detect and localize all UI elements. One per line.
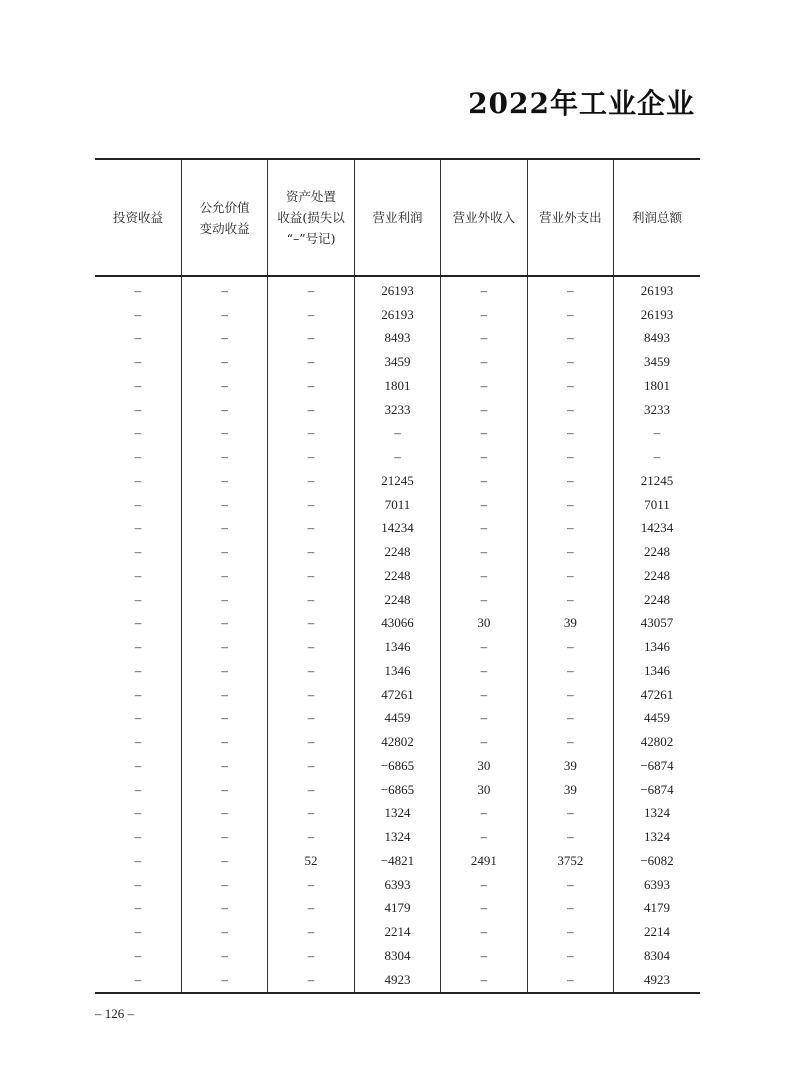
table-cell: – bbox=[134, 401, 142, 417]
table-cell: – bbox=[134, 354, 142, 370]
table-cell: – bbox=[268, 707, 354, 731]
table-cell: – bbox=[181, 707, 267, 731]
table-cell: – bbox=[181, 612, 267, 636]
table-cell: – bbox=[268, 398, 354, 422]
table-cell: – bbox=[527, 707, 613, 731]
table-cell: – bbox=[181, 778, 267, 802]
table-cell: – bbox=[441, 422, 527, 446]
table-cell: 6393 bbox=[614, 873, 700, 897]
table-cell: – bbox=[134, 639, 142, 655]
table-header bbox=[95, 159, 700, 276]
table-cell: – bbox=[181, 276, 267, 303]
table-row bbox=[95, 635, 700, 659]
table-cell: −6082 bbox=[614, 849, 700, 873]
table-cell: – bbox=[181, 588, 267, 612]
table-cell: – bbox=[527, 897, 613, 921]
table-cell: – bbox=[134, 520, 142, 536]
table-cell: 6393 bbox=[354, 873, 440, 897]
table-cell: – bbox=[354, 422, 440, 446]
table-cell: 2491 bbox=[441, 849, 527, 873]
page-title: 2022年工业企业 bbox=[468, 87, 695, 120]
table-cell: 42802 bbox=[354, 730, 440, 754]
table-cell: – bbox=[268, 276, 354, 303]
table-cell: 8493 bbox=[614, 327, 700, 351]
table-row bbox=[95, 778, 700, 802]
table-row bbox=[95, 588, 700, 612]
table-cell: – bbox=[134, 591, 142, 607]
table-cell: – bbox=[527, 540, 613, 564]
table-cell: – bbox=[134, 330, 142, 346]
table-cell: – bbox=[441, 873, 527, 897]
table-cell: 2214 bbox=[614, 920, 700, 944]
table-cell: – bbox=[181, 968, 267, 993]
table-cell: – bbox=[134, 924, 142, 940]
table-cell: 26193 bbox=[614, 276, 700, 303]
table-row bbox=[95, 303, 700, 327]
table-row bbox=[95, 493, 700, 517]
table-cell: – bbox=[441, 303, 527, 327]
table-cell: 52 bbox=[268, 849, 354, 873]
table-cell: – bbox=[441, 445, 527, 469]
table-cell: 7011 bbox=[354, 493, 440, 517]
table-cell: – bbox=[441, 944, 527, 968]
table-cell: – bbox=[614, 445, 700, 469]
column-header: 公允价值 变动收益 bbox=[181, 159, 267, 276]
table-row bbox=[95, 398, 700, 422]
table-cell: – bbox=[268, 920, 354, 944]
table-cell: – bbox=[441, 707, 527, 731]
table-cell: – bbox=[441, 350, 527, 374]
table-cell: 26193 bbox=[614, 303, 700, 327]
table-cell: – bbox=[268, 778, 354, 802]
table-cell: – bbox=[268, 517, 354, 541]
table-cell: – bbox=[134, 306, 142, 322]
table-cell: 21245 bbox=[614, 469, 700, 493]
table-cell: – bbox=[268, 612, 354, 636]
table-cell: −6874 bbox=[614, 778, 700, 802]
table-cell: 26193 bbox=[354, 303, 440, 327]
table-cell: – bbox=[181, 849, 267, 873]
table-cell: 2248 bbox=[614, 540, 700, 564]
table-cell: – bbox=[134, 876, 142, 892]
table-cell: – bbox=[527, 683, 613, 707]
table-cell: 2248 bbox=[614, 564, 700, 588]
table-cell: – bbox=[181, 825, 267, 849]
table-cell: 1324 bbox=[614, 802, 700, 826]
table-cell: – bbox=[441, 276, 527, 303]
table-cell: 4459 bbox=[614, 707, 700, 731]
table-cell: – bbox=[134, 947, 142, 963]
table-cell: – bbox=[527, 944, 613, 968]
table-row bbox=[95, 422, 700, 446]
table-cell: – bbox=[268, 374, 354, 398]
table-cell: – bbox=[527, 303, 613, 327]
table-cell: 39 bbox=[527, 754, 613, 778]
table-cell: 1346 bbox=[614, 635, 700, 659]
table-cell: – bbox=[268, 588, 354, 612]
table-row bbox=[95, 802, 700, 826]
table-cell: 3233 bbox=[614, 398, 700, 422]
table-cell: – bbox=[181, 564, 267, 588]
table-cell: – bbox=[134, 805, 142, 821]
table-cell: – bbox=[268, 422, 354, 446]
table-cell: – bbox=[268, 802, 354, 826]
table-cell: – bbox=[527, 802, 613, 826]
table-cell: 8493 bbox=[354, 327, 440, 351]
table-cell: 1801 bbox=[354, 374, 440, 398]
table-cell: – bbox=[441, 825, 527, 849]
table-cell: – bbox=[268, 635, 354, 659]
table-cell: – bbox=[181, 897, 267, 921]
table-row bbox=[95, 517, 700, 541]
table-row bbox=[95, 276, 700, 303]
table-cell: – bbox=[441, 493, 527, 517]
table-cell: – bbox=[268, 469, 354, 493]
column-header: 营业利润 bbox=[354, 159, 440, 276]
table-cell: – bbox=[134, 472, 142, 488]
table-cell: – bbox=[181, 493, 267, 517]
table-cell: 7011 bbox=[614, 493, 700, 517]
table-row bbox=[95, 374, 700, 398]
table-cell: 4923 bbox=[354, 968, 440, 993]
table-cell: – bbox=[134, 686, 142, 702]
table-cell: – bbox=[181, 659, 267, 683]
table-cell: – bbox=[134, 734, 142, 750]
table-cell: – bbox=[441, 517, 527, 541]
table-cell: – bbox=[527, 564, 613, 588]
table-cell: – bbox=[441, 968, 527, 993]
table-cell: – bbox=[268, 540, 354, 564]
table-cell: – bbox=[268, 968, 354, 993]
table-cell: – bbox=[527, 350, 613, 374]
table-cell: 42802 bbox=[614, 730, 700, 754]
column-header: 投资收益 bbox=[112, 210, 163, 225]
table-cell: – bbox=[527, 276, 613, 303]
table-cell: 47261 bbox=[354, 683, 440, 707]
table-cell: – bbox=[527, 873, 613, 897]
table-cell: – bbox=[268, 303, 354, 327]
table-cell: – bbox=[134, 900, 142, 916]
table-cell: – bbox=[441, 802, 527, 826]
table-row bbox=[95, 659, 700, 683]
table-cell: 3752 bbox=[527, 849, 613, 873]
table-cell: – bbox=[441, 469, 527, 493]
table-cell: – bbox=[354, 445, 440, 469]
table-row bbox=[95, 350, 700, 374]
table-row bbox=[95, 920, 700, 944]
table-cell: 43066 bbox=[354, 612, 440, 636]
table-cell: – bbox=[268, 564, 354, 588]
table-cell: 8304 bbox=[614, 944, 700, 968]
table-cell: 30 bbox=[441, 778, 527, 802]
table-cell: – bbox=[527, 920, 613, 944]
table-cell: – bbox=[527, 469, 613, 493]
table-cell: 21245 bbox=[354, 469, 440, 493]
table-cell: – bbox=[268, 730, 354, 754]
table-cell: 3459 bbox=[354, 350, 440, 374]
table-cell: – bbox=[181, 635, 267, 659]
table-cell: 4179 bbox=[614, 897, 700, 921]
table-cell: – bbox=[181, 398, 267, 422]
table-cell: – bbox=[441, 683, 527, 707]
table-cell: – bbox=[527, 968, 613, 993]
table-cell: 1801 bbox=[614, 374, 700, 398]
table-cell: – bbox=[134, 971, 142, 987]
table-cell: – bbox=[134, 757, 142, 773]
table-cell: – bbox=[181, 730, 267, 754]
table-cell: – bbox=[268, 350, 354, 374]
table-cell: – bbox=[181, 683, 267, 707]
table-cell: 43057 bbox=[614, 612, 700, 636]
column-header: 营业外支出 bbox=[527, 159, 613, 276]
table-cell: – bbox=[527, 398, 613, 422]
table-cell: – bbox=[134, 710, 142, 726]
table-cell: – bbox=[134, 662, 142, 678]
table-cell: 2248 bbox=[354, 564, 440, 588]
table-cell: – bbox=[441, 635, 527, 659]
table-cell: 2248 bbox=[354, 540, 440, 564]
table-cell: – bbox=[134, 449, 142, 465]
table-cell: – bbox=[441, 398, 527, 422]
table-cell: – bbox=[181, 469, 267, 493]
column-header: 资产处置 收益(损失以 “–”号记) bbox=[268, 159, 354, 276]
table-cell: – bbox=[268, 683, 354, 707]
table-cell: – bbox=[134, 567, 142, 583]
table-cell: 8304 bbox=[354, 944, 440, 968]
table-cell: 14234 bbox=[354, 517, 440, 541]
table-cell: 1324 bbox=[354, 825, 440, 849]
table-cell: – bbox=[268, 754, 354, 778]
table-cell: – bbox=[527, 374, 613, 398]
table-cell: – bbox=[268, 897, 354, 921]
table-cell: – bbox=[441, 897, 527, 921]
table-cell: – bbox=[614, 422, 700, 446]
table-cell: – bbox=[527, 825, 613, 849]
table-cell: – bbox=[134, 496, 142, 512]
table-body bbox=[95, 276, 700, 993]
table-row bbox=[95, 445, 700, 469]
table-row bbox=[95, 849, 700, 873]
table-cell: 2248 bbox=[614, 588, 700, 612]
table-cell: – bbox=[268, 659, 354, 683]
table-cell: – bbox=[441, 564, 527, 588]
table-cell: – bbox=[181, 873, 267, 897]
table-cell: – bbox=[134, 829, 142, 845]
table-row bbox=[95, 327, 700, 351]
table-row bbox=[95, 754, 700, 778]
table-cell: 39 bbox=[527, 612, 613, 636]
table-cell: – bbox=[268, 493, 354, 517]
table-cell: 2214 bbox=[354, 920, 440, 944]
table-row bbox=[95, 564, 700, 588]
table-cell: −6865 bbox=[354, 778, 440, 802]
table-cell: – bbox=[268, 445, 354, 469]
table-row bbox=[95, 540, 700, 564]
table-row bbox=[95, 683, 700, 707]
table-cell: – bbox=[181, 303, 267, 327]
table-cell: 1346 bbox=[354, 659, 440, 683]
table-row bbox=[95, 873, 700, 897]
table-row bbox=[95, 968, 700, 993]
table-cell: – bbox=[268, 873, 354, 897]
table-cell: – bbox=[268, 327, 354, 351]
table-cell: – bbox=[268, 825, 354, 849]
table-cell: 3459 bbox=[614, 350, 700, 374]
table-cell: 4459 bbox=[354, 707, 440, 731]
table-cell: – bbox=[527, 422, 613, 446]
table-cell: – bbox=[181, 374, 267, 398]
table-cell: 1346 bbox=[614, 659, 700, 683]
table-cell: – bbox=[527, 730, 613, 754]
table-cell: – bbox=[441, 374, 527, 398]
table-cell: – bbox=[181, 350, 267, 374]
table-cell: – bbox=[134, 425, 142, 441]
table-cell: – bbox=[181, 445, 267, 469]
table-cell: – bbox=[268, 944, 354, 968]
table-cell: – bbox=[441, 588, 527, 612]
table-cell: 1324 bbox=[354, 802, 440, 826]
table-cell: – bbox=[134, 544, 142, 560]
column-header: 营业外收入 bbox=[441, 159, 527, 276]
table-cell: – bbox=[181, 754, 267, 778]
table-row bbox=[95, 612, 700, 636]
page-number: – 126 – bbox=[95, 1006, 134, 1021]
table-cell: – bbox=[181, 540, 267, 564]
table-cell: – bbox=[181, 944, 267, 968]
table-cell: – bbox=[181, 327, 267, 351]
table-row bbox=[95, 944, 700, 968]
table-cell: – bbox=[441, 540, 527, 564]
table-cell: – bbox=[441, 659, 527, 683]
column-header: 利润总额 bbox=[614, 159, 700, 276]
table-cell: – bbox=[134, 377, 142, 393]
table-cell: 30 bbox=[441, 754, 527, 778]
table-cell: – bbox=[441, 920, 527, 944]
table-cell: 4923 bbox=[614, 968, 700, 993]
table-cell: −6865 bbox=[354, 754, 440, 778]
table-cell: 1324 bbox=[614, 825, 700, 849]
table-cell: – bbox=[134, 781, 142, 797]
table-cell: −6874 bbox=[614, 754, 700, 778]
table-cell: 39 bbox=[527, 778, 613, 802]
table-cell: – bbox=[181, 920, 267, 944]
statistics-table bbox=[95, 158, 700, 994]
table-cell: 26193 bbox=[354, 276, 440, 303]
table-cell: – bbox=[441, 730, 527, 754]
table-row bbox=[95, 469, 700, 493]
table-cell: – bbox=[441, 327, 527, 351]
table-cell: 1346 bbox=[354, 635, 440, 659]
table-cell: – bbox=[527, 327, 613, 351]
table-cell: 4179 bbox=[354, 897, 440, 921]
table-cell: – bbox=[527, 588, 613, 612]
table-cell: – bbox=[134, 615, 142, 631]
table-cell: – bbox=[527, 493, 613, 517]
table-row bbox=[95, 730, 700, 754]
table-cell: – bbox=[181, 422, 267, 446]
table-cell: – bbox=[134, 282, 142, 298]
table-cell: 3233 bbox=[354, 398, 440, 422]
table-cell: – bbox=[527, 659, 613, 683]
table-cell: – bbox=[527, 517, 613, 541]
table-cell: – bbox=[181, 802, 267, 826]
table-cell: 30 bbox=[441, 612, 527, 636]
table-row bbox=[95, 897, 700, 921]
table-cell: 14234 bbox=[614, 517, 700, 541]
table-row bbox=[95, 825, 700, 849]
table-cell: – bbox=[134, 852, 142, 868]
table-cell: – bbox=[181, 517, 267, 541]
table-cell: 47261 bbox=[614, 683, 700, 707]
table-cell: −4821 bbox=[354, 849, 440, 873]
table-cell: – bbox=[527, 635, 613, 659]
table-cell: 2248 bbox=[354, 588, 440, 612]
table-cell: – bbox=[527, 445, 613, 469]
table-row bbox=[95, 707, 700, 731]
